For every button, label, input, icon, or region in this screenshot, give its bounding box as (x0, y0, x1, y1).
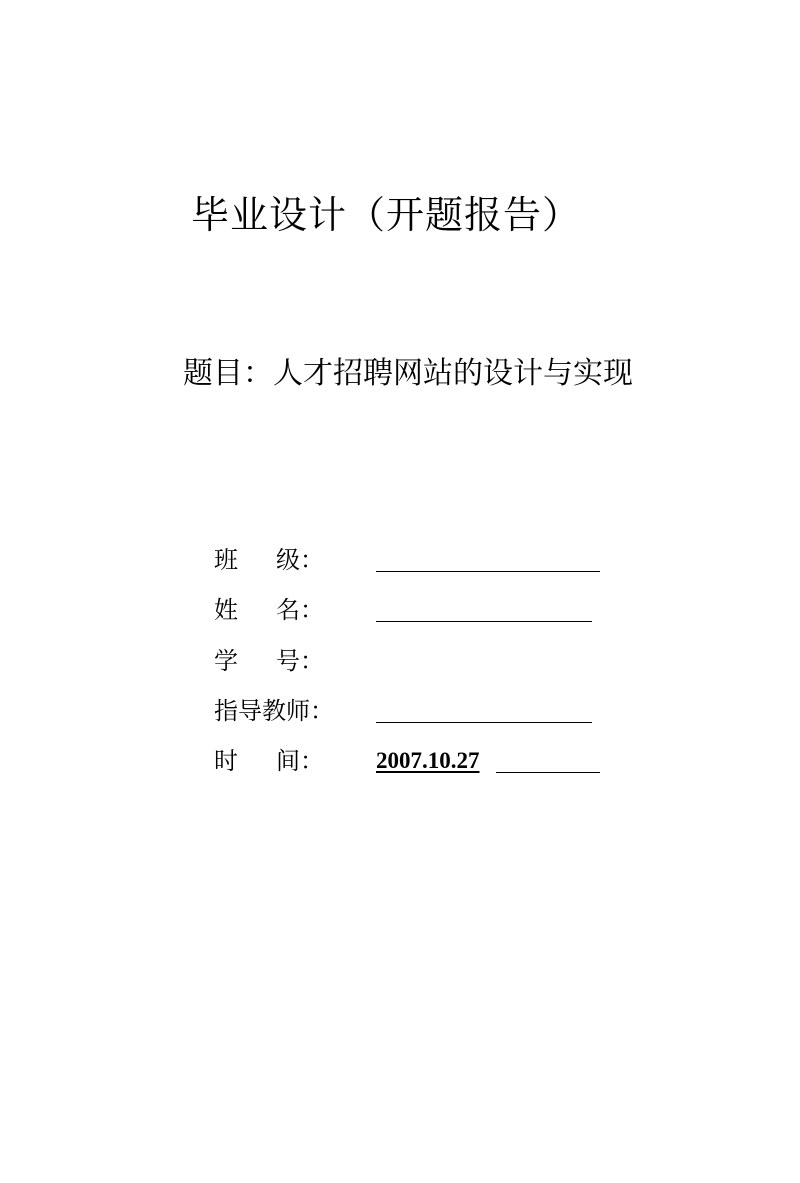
info-row-date (214, 744, 614, 778)
date-label: 时 间： (214, 747, 324, 775)
advisor-label: 指导教师： (214, 697, 334, 725)
info-row-class (214, 543, 614, 577)
info-row-name (214, 593, 614, 627)
thesis-subject: 题目：人才招聘网站的设计与实现 (183, 356, 633, 391)
document-title: 毕业设计（开题报告） (190, 193, 581, 237)
name-blank-line (376, 621, 592, 622)
class-label: 班 级： (214, 546, 324, 574)
student-id-label: 学 号： (214, 647, 324, 675)
date-blank-line (496, 772, 600, 773)
class-blank-line (376, 571, 600, 572)
advisor-blank-line (376, 722, 592, 723)
date-value: 2007.10.27 (376, 748, 480, 773)
info-row-advisor (214, 694, 614, 728)
info-row-student-id (214, 644, 614, 678)
name-label: 姓 名： (214, 596, 324, 624)
